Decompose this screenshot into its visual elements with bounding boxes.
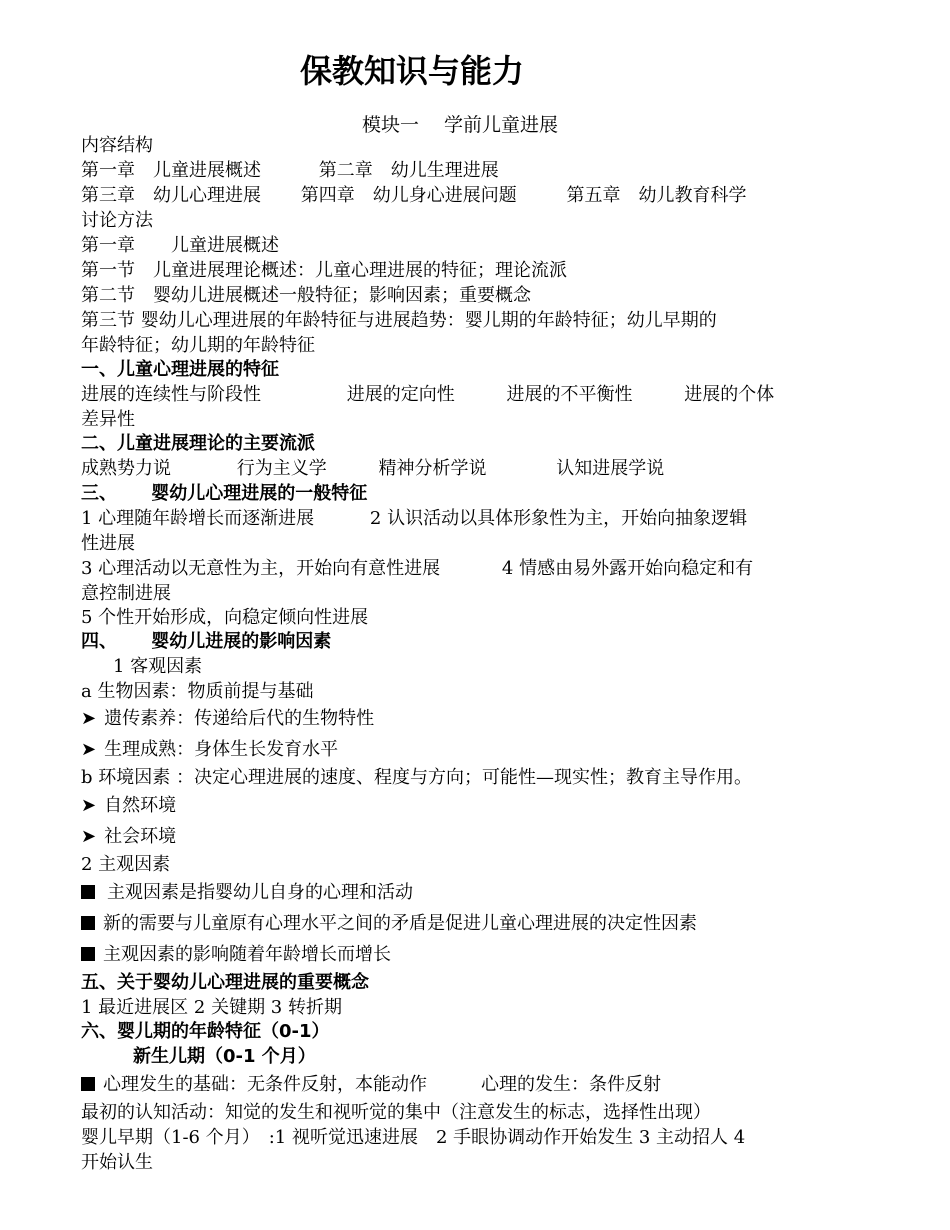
section2-item-1: 成熟势力说: [81, 458, 171, 479]
structure-ch5-cont: 讨论方法: [81, 210, 153, 231]
structure-ch3: 第三章 幼儿心理进展: [81, 185, 261, 206]
early-infancy-cont: 开始认生: [81, 1152, 153, 1173]
section1-heading: 一、儿童心理进展的特征: [81, 359, 279, 380]
bullet-heredity: [81, 707, 374, 731]
square-bullet-icon: [81, 947, 95, 961]
bullet-society: [81, 825, 176, 849]
subjective-point-1: 主观因素是指婴幼儿自身的心理和活动: [107, 882, 413, 903]
section3-point-2: 2 认识活动以具体形象性为主，开始向抽象逻辑: [369, 508, 748, 529]
arrow-bullet-icon: ➤: [81, 739, 97, 760]
section3-point-4-cont: 意控制进展: [81, 583, 171, 604]
section5-heading: 五、关于婴幼儿心理进展的重要概念: [81, 972, 369, 993]
bullet-maturation: [81, 738, 338, 762]
structure-ch1: 第一章 儿童进展概述: [81, 160, 261, 181]
chapter1-heading: 第一章 儿童进展概述: [81, 235, 279, 256]
square-bullet-1: [81, 881, 413, 905]
environment-factors: b 环境因素 ：决定心理进展的速度、程度与方向；可能性—现实性；教育主导作用。: [81, 767, 752, 788]
module-heading: 模块一 学前儿童进展: [362, 114, 559, 136]
objective-factors: 1 客观因素: [113, 656, 203, 677]
bullet-nature: [81, 794, 176, 818]
section3-point-5: 5 个性开始形成，向稳定倾向性进展: [81, 607, 369, 628]
chapter1-section3-cont: 年龄特征；幼儿期的年龄特征: [81, 335, 315, 356]
section2-item-4: 认知进展学说: [556, 458, 665, 479]
chapter1-section1: 第一节 儿童进展理论概述：儿童心理进展的特征；理论流派: [81, 260, 567, 281]
subjective-point-3: 主观因素的影响随着年龄增长而增长: [103, 944, 391, 965]
section3-point-3: 3 心理活动以无意性为主，开始向有意性进展: [81, 558, 441, 579]
psychology-basis: 心理发生的基础：无条件反射，本能动作: [103, 1074, 427, 1095]
section3-point-1: 1 心理随年龄增长而逐渐进展: [81, 508, 315, 529]
square-bullet-icon: [81, 1077, 95, 1091]
square-bullet-4: [81, 1073, 661, 1097]
structure-ch2: 第二章 幼儿生理进展: [318, 160, 499, 181]
structure-line-1: [81, 159, 499, 183]
section1-item-2: 进展的定向性: [346, 384, 455, 405]
arrow-bullet-icon: ➤: [81, 826, 97, 847]
square-bullet-3: [81, 943, 391, 967]
nature-text: 自然环境: [104, 795, 177, 816]
newborn-period: 新生儿期（0-1 个月）: [133, 1046, 316, 1067]
arrow-bullet-icon: ➤: [81, 795, 97, 816]
chapter1-section3: 第三节 婴幼儿心理进展的年龄特征与进展趋势：婴儿期的年龄特征；幼儿早期的: [81, 310, 717, 331]
section3-point-4: 4 情感由易外露开始向稳定和有: [501, 558, 754, 579]
section4-heading: [81, 630, 331, 654]
section2-item-2: 行为主义学: [236, 458, 327, 479]
document-title: 保教知识与能力: [300, 52, 525, 90]
section3-title: 婴幼儿心理进展的一般特征: [151, 483, 368, 504]
section1-item-1: 进展的连续性与阶段性: [81, 384, 261, 405]
section3-point-2-cont: 性进展: [81, 533, 135, 554]
structure-ch4: 第四章 幼儿身心进展问题: [300, 185, 517, 206]
section1-item-3: 进展的不平衡性: [506, 384, 633, 405]
structure-ch5: 第五章 幼儿教育科学: [566, 185, 747, 206]
early-infancy: 婴儿早期（1-6 个月） :1 视听觉迅速进展 2 手眼协调动作开始发生 3 主动招人 4: [81, 1127, 746, 1148]
subjective-point-2: 新的需要与儿童原有心理水平之间的矛盾是促进儿童心理进展的决定性因素: [103, 913, 697, 934]
section4-number: 四、: [81, 631, 117, 652]
section3-heading: [81, 482, 367, 506]
content-structure-label: 内容结构: [81, 135, 153, 156]
section1-item-4-cont: 差异性: [81, 409, 135, 430]
square-bullet-2: [81, 912, 697, 936]
section1-item-4: 进展的个体: [684, 384, 775, 405]
maturation-text: 生理成熟：身体生长发育水平: [104, 739, 339, 760]
section3-row-2: [81, 557, 753, 581]
psychology-origin: 心理的发生：条件反射: [481, 1074, 661, 1095]
chapter1-section2: 第二节 婴幼儿进展概述一般特征；影响因素；重要概念: [81, 285, 531, 306]
structure-line-2: [81, 184, 746, 208]
square-bullet-icon: [81, 916, 95, 930]
society-text: 社会环境: [104, 826, 177, 847]
arrow-bullet-icon: ➤: [81, 708, 97, 729]
square-bullet-icon: [81, 885, 95, 899]
section3-row-1: [81, 507, 747, 531]
section4-title: 婴幼儿进展的影响因素: [151, 631, 332, 652]
biological-factors: a 生物因素：物质前提与基础: [81, 681, 314, 702]
initial-cognition: 最初的认知活动：知觉的发生和视听觉的集中（注意发生的标志，选择性出现）: [81, 1102, 711, 1123]
section5-concepts: 1 最近进展区 2 关键期 3 转折期: [81, 997, 342, 1018]
section2-heading: 二、儿童进展理论的主要流派: [81, 433, 315, 454]
section2-items: [81, 457, 664, 481]
section3-number: 三、: [81, 483, 117, 504]
section1-items: [81, 383, 774, 407]
section6-heading: 六、婴儿期的年龄特征（0-1）: [81, 1021, 330, 1042]
section2-item-3: 精神分析学说: [378, 458, 487, 479]
subjective-factors: 2 主观因素: [81, 854, 171, 875]
heredity-text: 遗传素养：传递给后代的生物特性: [104, 708, 375, 729]
